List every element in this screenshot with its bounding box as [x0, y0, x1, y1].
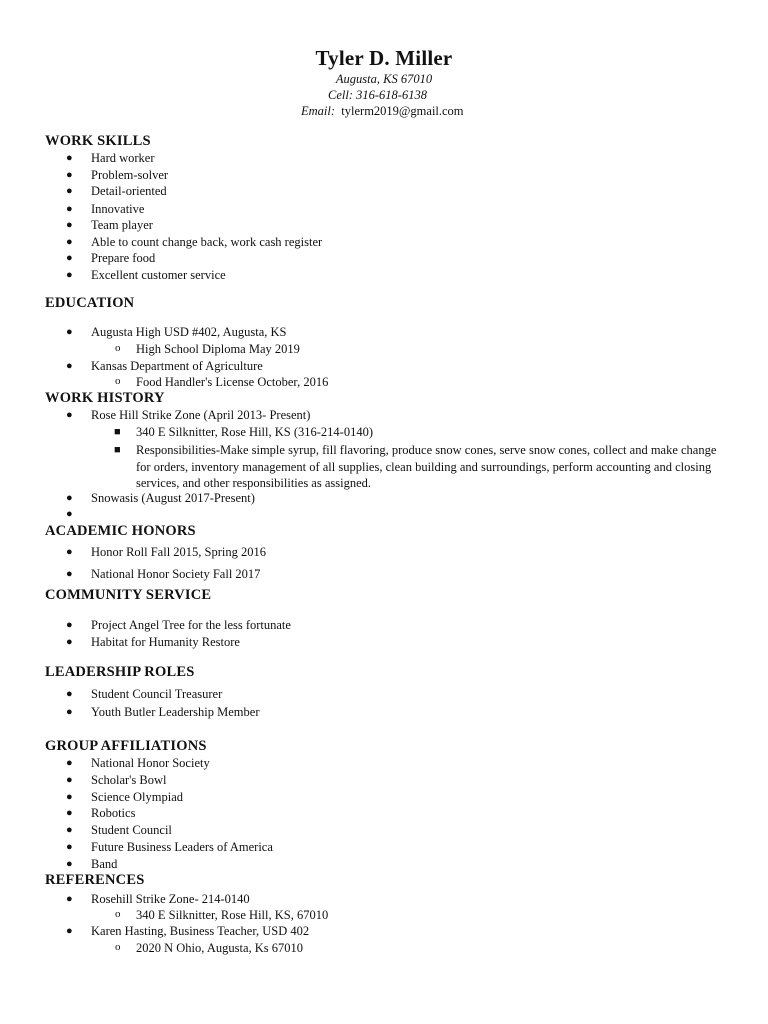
- list-item: Robotics: [91, 806, 136, 820]
- bullet-icon: ●: [66, 568, 73, 580]
- bullet-icon: ●: [66, 492, 73, 504]
- empty-bullet-icon: ●: [66, 508, 73, 520]
- list-item: Student Council Treasurer: [91, 687, 223, 701]
- list-item: Team player: [91, 218, 153, 232]
- list-item: Science Olympiad: [91, 790, 183, 804]
- bullet-icon: ●: [66, 185, 73, 197]
- education-detail: High School Diploma May 2019: [136, 342, 300, 356]
- bullet-icon: ●: [66, 925, 73, 937]
- job-title: Rose Hill Strike Zone (April 2013- Present): [91, 408, 311, 422]
- sub-bullet-icon: o: [115, 342, 121, 354]
- bullet-icon: ●: [66, 409, 73, 421]
- list-item: Prepare food: [91, 251, 156, 265]
- list-item: Honor Roll Fall 2015, Spring 2016: [91, 545, 267, 559]
- bullet-icon: ●: [66, 546, 73, 558]
- bullet-icon: ●: [66, 807, 73, 819]
- reference-name: Rosehill Strike Zone- 214-0140: [91, 892, 250, 906]
- education-school: Augusta High USD #402, Augusta, KS: [91, 325, 287, 339]
- resume-name: Tyler D. Miller: [315, 46, 453, 70]
- list-item: Future Business Leaders of America: [91, 840, 273, 854]
- work-history-heading: WORK HISTORY: [45, 390, 165, 406]
- list-item: Habitat for Humanity Restore: [91, 635, 240, 649]
- email-label: Email:: [301, 104, 336, 118]
- sub-bullet-icon: o: [115, 941, 121, 953]
- list-item: Detail-oriented: [91, 184, 167, 198]
- work-skills-heading: WORK SKILLS: [45, 133, 151, 149]
- bullet-icon: ●: [66, 636, 73, 648]
- bullet-icon: ●: [66, 152, 73, 164]
- bullet-icon: ●: [66, 169, 73, 181]
- list-item: Project Angel Tree for the less fortunate: [91, 618, 291, 632]
- education-school: Kansas Department of Agriculture: [91, 359, 263, 373]
- list-item: Innovative: [91, 202, 145, 216]
- list-item: Band: [91, 857, 118, 871]
- bullet-icon: ●: [66, 791, 73, 803]
- bullet-icon: ●: [66, 619, 73, 631]
- job-address: 340 E Silknitter, Rose Hill, KS (316-214-0140): [136, 425, 373, 439]
- bullet-icon: ●: [66, 774, 73, 786]
- bullet-icon: ●: [66, 858, 73, 870]
- bullet-icon: ●: [66, 236, 73, 248]
- bullet-icon: ●: [66, 841, 73, 853]
- job-responsibilities: Responsibilities-Make simple syrup, fill flavoring, produce snow cones, serve snow cones, collect and make change for orders, inventory management of all supplies, clean building and surroundings, perform accounting and closing services, and other responsibilities as assigned.: [136, 443, 717, 490]
- email-line: [301, 104, 464, 119]
- sub-bullet-icon: o: [115, 908, 121, 920]
- bullet-icon: ●: [66, 688, 73, 700]
- bullet-icon: ●: [66, 757, 73, 769]
- list-item: National Honor Society: [91, 756, 210, 770]
- leadership-roles-heading: LEADERSHIP ROLES: [45, 664, 195, 680]
- reference-name: Karen Hasting, Business Teacher, USD 402: [91, 924, 310, 938]
- bullet-icon: ●: [66, 326, 73, 338]
- list-item: Youth Butler Leadership Member: [91, 705, 260, 719]
- education-detail: Food Handler's License October, 2016: [136, 375, 329, 389]
- sub-bullet-icon: o: [115, 375, 121, 387]
- bullet-icon: ●: [66, 219, 73, 231]
- academic-honors-heading: ACADEMIC HONORS: [45, 523, 196, 539]
- bullet-icon: ●: [66, 893, 73, 905]
- bullet-icon: ●: [66, 252, 73, 264]
- list-item: Problem-solver: [91, 168, 169, 182]
- references-heading: REFERENCES: [45, 872, 145, 888]
- bullet-icon: ●: [66, 706, 73, 718]
- reference-address: 2020 N Ohio, Augusta, Ks 67010: [136, 941, 304, 955]
- email-address: tylerm2019@gmail.com: [341, 104, 464, 118]
- bullet-icon: ●: [66, 203, 73, 215]
- bullet-icon: ●: [66, 269, 73, 281]
- address-line: Augusta, KS 67010: [335, 72, 433, 86]
- bullet-icon: ●: [66, 824, 73, 836]
- community-service-heading: COMMUNITY SERVICE: [45, 587, 212, 603]
- list-item: Able to count change back, work cash register: [91, 235, 323, 249]
- bullet-icon: ●: [66, 360, 73, 372]
- cell-phone-line: Cell: 316-618-6138: [328, 88, 427, 102]
- bullet-icon: ■: [114, 426, 121, 438]
- list-item: Hard worker: [91, 151, 155, 165]
- group-affiliations-heading: GROUP AFFILIATIONS: [45, 738, 207, 754]
- list-item: Excellent customer service: [91, 268, 226, 282]
- list-item: Scholar's Bowl: [91, 773, 167, 787]
- reference-address: 340 E Silknitter, Rose Hill, KS, 67010: [136, 908, 329, 922]
- list-item: National Honor Society Fall 2017: [91, 567, 261, 581]
- bullet-icon: ■: [114, 444, 121, 456]
- education-heading: EDUCATION: [45, 295, 135, 311]
- job-title: Snowasis (August 2017-Present): [91, 491, 255, 505]
- list-item: Student Council: [91, 823, 172, 837]
